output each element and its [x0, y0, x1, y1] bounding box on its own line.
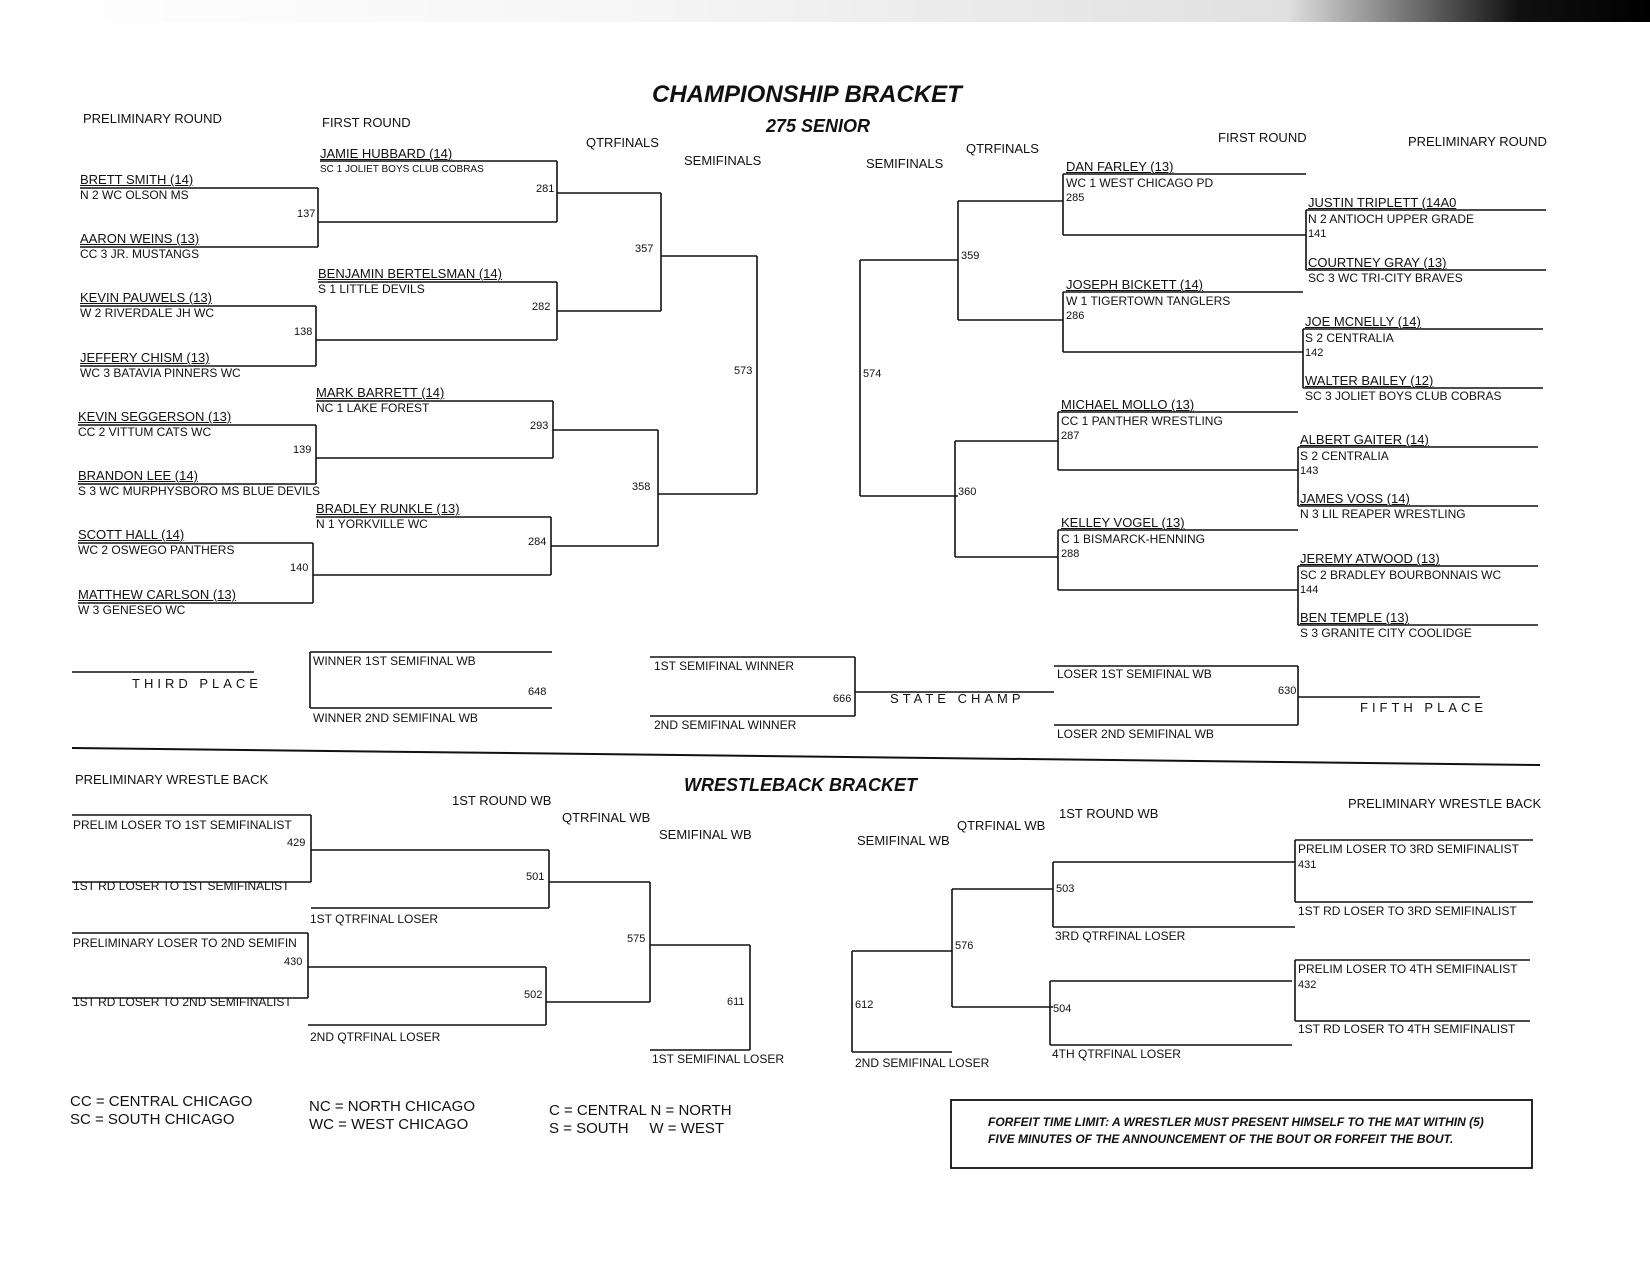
bout-number: 358 [632, 481, 651, 493]
wrestler-team: C 1 BISMARCK-HENNING [1061, 532, 1206, 546]
wrestler-name: BRANDON LEE (14) [78, 468, 198, 483]
wrestler-team: N 1 YORKVILLE WC [316, 517, 428, 531]
round-header-semi-right: SEMIFINALS [866, 156, 944, 171]
wrestler-team: CC 2 VITTUM CATS WC [78, 425, 212, 439]
bout-number: 612 [855, 999, 874, 1011]
round-header-prelim-left: PRELIMINARY ROUND [83, 111, 222, 126]
bout-number: 282 [532, 301, 551, 313]
wrestler-name: JAMES VOSS (14) [1300, 491, 1410, 506]
bout-number: 573 [734, 365, 753, 377]
bout-number: 575 [627, 933, 646, 945]
legend-s-w: S = SOUTH W = WEST [549, 1120, 725, 1137]
wrestler-team: W 2 RIVERDALE JH WC [80, 306, 215, 320]
wb-qf-loser-entry: 2ND QTRFINAL LOSER [310, 1030, 441, 1044]
wb-entry: 1ST RD LOSER TO 3RD SEMIFINALIST [1298, 904, 1517, 918]
wrestler-name: JOE MCNELLY (14) [1305, 314, 1421, 329]
wrestler-name: MARK BARRETT (14) [316, 385, 445, 400]
wb-entry: PRELIMINARY LOSER TO 2ND SEMIFIN [73, 936, 297, 950]
round-header-prelim-right: PRELIMINARY ROUND [1408, 134, 1547, 149]
wb-header-semi-right: SEMIFINAL WB [857, 833, 950, 848]
legend-nc: NC = NORTH CHICAGO [309, 1098, 475, 1115]
wrestler-team: SC 2 BRADLEY BOURBONNAIS WC [1300, 568, 1502, 582]
round-header-first-left: FIRST ROUND [322, 115, 411, 130]
bout-number: 360 [958, 486, 977, 498]
wrestler-team: W 1 TIGERTOWN TANGLERS [1066, 294, 1231, 308]
wrestler-team: SC 3 JOLIET BOYS CLUB COBRAS [1305, 389, 1502, 403]
bout-number: 144 [1300, 584, 1319, 596]
champ-bottom-entry: 2ND SEMIFINAL WINNER [654, 718, 797, 732]
bout-number: 359 [961, 250, 980, 262]
wrestler-name: MATTHEW CARLSON (13) [78, 587, 236, 602]
wb-header-prelim-right: PRELIMINARY WRESTLE BACK [1348, 796, 1542, 811]
third-place-top-entry: WINNER 1ST SEMIFINAL WB [313, 654, 476, 668]
legend-c-n: C = CENTRAL N = NORTH [549, 1102, 732, 1119]
bout-number: 281 [536, 183, 555, 195]
wrestler-name: ALBERT GAITER (14) [1300, 432, 1429, 447]
wb-qf-loser-entry: 1ST QTRFINAL LOSER [310, 912, 439, 926]
bout-number: 139 [293, 444, 312, 456]
wb-qf-loser-entry: 4TH QTRFINAL LOSER [1052, 1047, 1181, 1061]
wrestler-team: SC 1 JOLIET BOYS CLUB COBRAS [320, 164, 484, 175]
wrestler-name: BRETT SMITH (14) [80, 172, 194, 187]
wb-header-semi-left: SEMIFINAL WB [659, 827, 752, 842]
forfeit-notice: FORFEIT TIME LIMIT: A WRESTLER MUST PRESENT HIMSELF TO THE MAT WITHIN (5) FIVE MINUTES OF THE ANNOUNCEMENT OF THE BOUT OR FORFEIT THE BOUT. [988, 1115, 1484, 1146]
round-header-qf-right: QTRFINALS [966, 141, 1039, 156]
wrestler-name: AARON WEINS (13) [80, 231, 200, 246]
bout-number: 611 [727, 996, 745, 1008]
wrestler-name: JUSTIN TRIPLETT (14A0 [1308, 195, 1457, 210]
wb-entry: 1ST RD LOSER TO 2ND SEMIFINALIST [73, 995, 292, 1009]
round-header-semi-left: SEMIFINALS [684, 153, 762, 168]
wb-header-prelim-left: PRELIMINARY WRESTLE BACK [75, 772, 269, 787]
bout-number: 286 [1066, 310, 1085, 322]
wrestler-name: BRADLEY RUNKLE (13) [316, 501, 460, 516]
third-place-label: THIRD PLACE [132, 676, 262, 691]
bout-number: 630 [1278, 685, 1297, 697]
third-place-bottom-entry: WINNER 2ND SEMIFINAL WB [313, 711, 478, 725]
wb-semi-loser-entry: 2ND SEMIFINAL LOSER [855, 1056, 990, 1070]
bout-number: 504 [1053, 1003, 1072, 1015]
bout-number: 502 [524, 989, 543, 1001]
wrestler-team: S 3 WC MURPHYSBORO MS BLUE DEVILS [78, 484, 321, 498]
wrestler-name: KEVIN PAUWELS (13) [80, 290, 212, 305]
bout-number: 138 [294, 326, 313, 338]
wrestler-name: KELLEY VOGEL (13) [1061, 515, 1185, 530]
state-champ-label: STATE CHAMP [890, 691, 1025, 706]
wrestler-name: JEREMY ATWOOD (13) [1300, 551, 1440, 566]
wrestler-team: S 2 CENTRALIA [1305, 331, 1394, 345]
bout-number: 648 [528, 686, 547, 698]
bout-number: 357 [635, 243, 654, 255]
wrestleback-title: WRESTLEBACK BRACKET [684, 775, 917, 795]
wrestler-name: JAMIE HUBBARD (14) [320, 146, 453, 161]
wrestler-name: JEFFERY CHISM (13) [80, 350, 210, 365]
wrestler-team: CC 1 PANTHER WRESTLING [1061, 414, 1223, 428]
wrestler-team: NC 1 LAKE FOREST [316, 401, 430, 415]
bout-number: 137 [297, 208, 316, 220]
wrestler-name: KEVIN SEGGERSON (13) [78, 409, 232, 424]
weight-class-subtitle: 275 SENIOR [766, 116, 871, 136]
wrestler-team: S 2 CENTRALIA [1300, 449, 1389, 463]
wb-semi-loser-entry: 1ST SEMIFINAL LOSER [652, 1052, 785, 1066]
wrestler-team: WC 3 BATAVIA PINNERS WC [80, 366, 241, 380]
wrestler-name: WALTER BAILEY (12) [1305, 373, 1434, 388]
wrestler-team: N 3 LIL REAPER WRESTLING [1300, 507, 1466, 521]
round-header-first-right: FIRST ROUND [1218, 130, 1307, 145]
wrestler-name: SCOTT HALL (14) [78, 527, 185, 542]
bracket-title: CHAMPIONSHIP BRACKET [652, 81, 962, 108]
wb-entry: PRELIM LOSER TO 4TH SEMIFINALIST [1298, 962, 1518, 976]
wb-entry: 1ST RD LOSER TO 1ST SEMIFINALIST [73, 879, 290, 893]
wb-header-qf-left: QTRFINAL WB [562, 810, 651, 825]
bout-number: 285 [1066, 192, 1085, 204]
wrestler-name: BENJAMIN BERTELSMAN (14) [318, 266, 502, 281]
wrestler-name: COURTNEY GRAY (13) [1308, 255, 1447, 270]
fifth-place-top-entry: LOSER 1ST SEMIFINAL WB [1057, 667, 1212, 681]
bout-number: 143 [1300, 465, 1319, 477]
bout-number: 140 [290, 562, 309, 574]
wb-entry: PRELIM LOSER TO 1ST SEMIFINALIST [73, 818, 292, 832]
wb-entry: 1ST RD LOSER TO 4TH SEMIFINALIST [1298, 1022, 1516, 1036]
bout-number: 287 [1061, 430, 1080, 442]
bout-number: 430 [284, 956, 303, 968]
champ-top-entry: 1ST SEMIFINAL WINNER [654, 659, 795, 673]
legend-cc: CC = CENTRAL CHICAGO [70, 1093, 253, 1110]
wb-header-first-right: 1ST ROUND WB [1059, 806, 1159, 821]
wb-entry: PRELIM LOSER TO 3RD SEMIFINALIST [1298, 842, 1519, 856]
fifth-place-label: FIFTH PLACE [1360, 700, 1488, 715]
wrestler-team: WC 1 WEST CHICAGO PD [1066, 176, 1214, 190]
bout-number: 429 [287, 837, 306, 849]
wb-header-qf-right: QTRFINAL WB [957, 818, 1046, 833]
wrestler-name: JOSEPH BICKETT (14) [1066, 277, 1204, 292]
legend-sc: SC = SOUTH CHICAGO [70, 1111, 235, 1128]
wb-qf-loser-entry: 3RD QTRFINAL LOSER [1055, 929, 1186, 943]
bout-number: 142 [1305, 347, 1324, 359]
bout-number: 576 [955, 940, 974, 952]
wrestler-team: SC 3 WC TRI-CITY BRAVES [1308, 271, 1463, 285]
fifth-place-bottom-entry: LOSER 2ND SEMIFINAL WB [1057, 727, 1214, 741]
round-header-qf-left: QTRFINALS [586, 135, 659, 150]
wrestler-team: N 2 WC OLSON MS [80, 188, 189, 202]
bout-number: 288 [1061, 548, 1080, 560]
bout-number: 293 [530, 420, 549, 432]
bout-number: 666 [833, 693, 852, 705]
bout-number: 501 [526, 871, 545, 883]
wrestler-name: DAN FARLEY (13) [1066, 159, 1174, 174]
bout-number: 503 [1056, 883, 1075, 895]
wrestler-name: MICHAEL MOLLO (13) [1061, 397, 1195, 412]
bout-number: 141 [1308, 228, 1327, 240]
bout-number: 574 [863, 368, 882, 380]
wrestler-team: WC 2 OSWEGO PANTHERS [78, 543, 235, 557]
wrestler-team: S 3 GRANITE CITY COOLIDGE [1300, 626, 1472, 640]
wrestler-name: BEN TEMPLE (13) [1300, 610, 1409, 625]
bout-number: 432 [1298, 979, 1317, 991]
bout-number: 431 [1298, 859, 1317, 871]
bout-number: 284 [528, 536, 547, 548]
wrestler-team: S 1 LITTLE DEVILS [318, 282, 425, 296]
wrestler-team: N 2 ANTIOCH UPPER GRADE [1308, 212, 1475, 226]
wrestler-team: W 3 GENESEO WC [78, 603, 186, 617]
wb-header-first-left: 1ST ROUND WB [452, 793, 552, 808]
legend-wc: WC = WEST CHICAGO [309, 1116, 469, 1133]
wrestler-team: CC 3 JR. MUSTANGS [80, 247, 200, 261]
